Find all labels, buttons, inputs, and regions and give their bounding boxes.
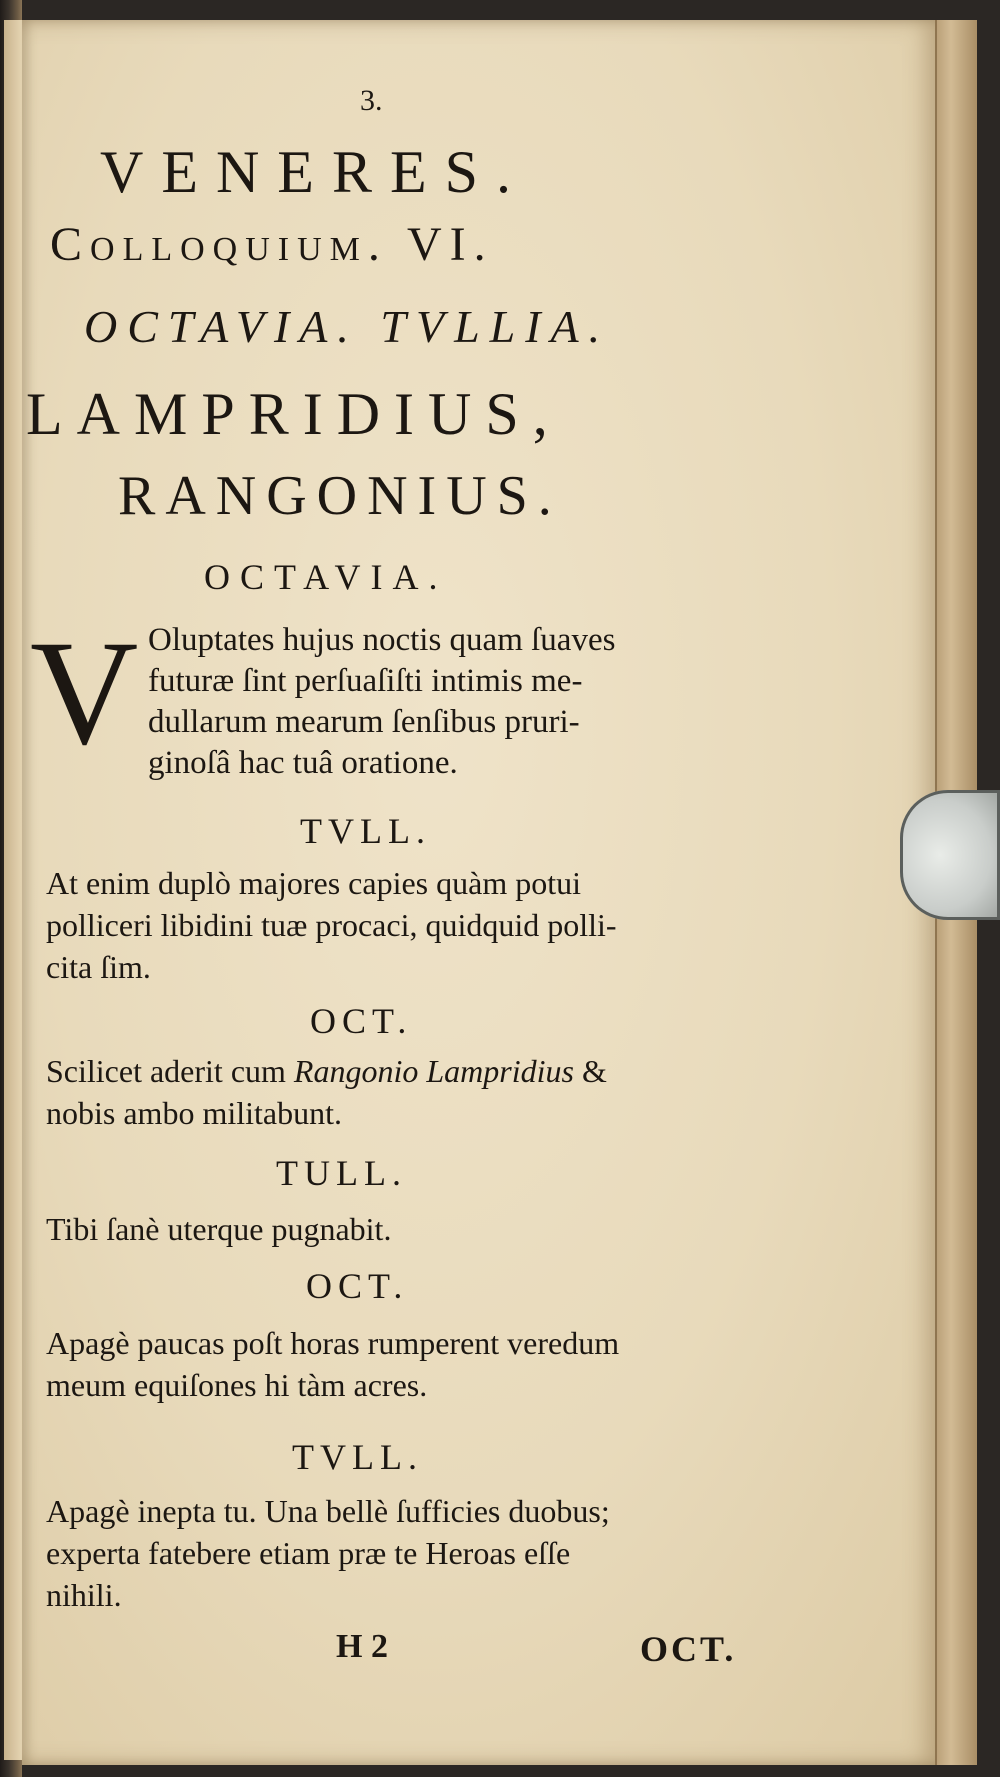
text-line: futuræ ſint perſuaſiſti intimis me- bbox=[148, 663, 583, 699]
signature-mark: H 2 bbox=[336, 1628, 388, 1665]
text-segment: Scilicet aderit cum bbox=[46, 1053, 294, 1089]
speaker-label: OCTAVIA. bbox=[204, 557, 448, 597]
italic-names: Rangonio Lampridius bbox=[293, 1053, 574, 1089]
dialogue-paragraph bbox=[46, 1490, 906, 1616]
text-line: ginoſâ hac tuâ oratione. bbox=[148, 745, 458, 781]
text-line: cita ſim. bbox=[46, 949, 151, 985]
text-line: nihili. bbox=[46, 1577, 122, 1613]
text-line: Apagè paucas poſt horas rumperent veredum bbox=[46, 1325, 620, 1361]
text-line: Apagè inepta tu. Una bellè ſufficies duobus; bbox=[46, 1493, 610, 1529]
speaker-label: TVLL. bbox=[292, 1437, 423, 1477]
page-number: 3. bbox=[360, 84, 383, 117]
text-line bbox=[46, 1050, 906, 1092]
text-line: At enim duplò majores capies quàm potui bbox=[46, 865, 581, 901]
dialogue-paragraph bbox=[46, 1050, 906, 1134]
page-title: VENERES. bbox=[100, 139, 529, 205]
speakers-line-2: LAMPRIDIUS, bbox=[26, 381, 562, 447]
speakers-heading: OCTAVIA. TVLLIA. bbox=[84, 301, 611, 352]
text-line: dullarum mearum ſenſibus pruri- bbox=[148, 704, 580, 740]
drop-cap: V bbox=[30, 610, 139, 776]
dialogue-paragraph bbox=[46, 1322, 906, 1406]
text-line: polliceri libidini tuæ procaci, quidquid polli- bbox=[46, 907, 617, 943]
text-segment: & bbox=[573, 1053, 607, 1089]
dialogue-paragraph bbox=[46, 1208, 906, 1250]
text-line: meum equiſones hi tàm acres. bbox=[46, 1367, 428, 1403]
catchword: OCT. bbox=[640, 1629, 737, 1669]
colloquium-heading: Colloquium. VI. bbox=[50, 218, 494, 271]
speaker-label: OCT. bbox=[310, 1001, 413, 1041]
text-line: Oluptates hujus noctis quam ſuaves bbox=[148, 622, 616, 658]
speaker-label: TVLL. bbox=[300, 811, 431, 851]
speaker-label: OCT. bbox=[306, 1266, 409, 1306]
opening-paragraph bbox=[148, 620, 908, 784]
speakers-line-3: RANGONIUS. bbox=[118, 465, 562, 527]
text-line: nobis ambo militabunt. bbox=[46, 1095, 342, 1131]
book-clasp bbox=[900, 790, 1000, 920]
dialogue-paragraph bbox=[46, 862, 906, 988]
speaker-label: TULL. bbox=[276, 1153, 407, 1193]
text-line: experta fatebere etiam præ te Heroas eſſe bbox=[46, 1535, 571, 1571]
text-line: Tibi ſanè uterque pugnabit. bbox=[46, 1211, 392, 1247]
